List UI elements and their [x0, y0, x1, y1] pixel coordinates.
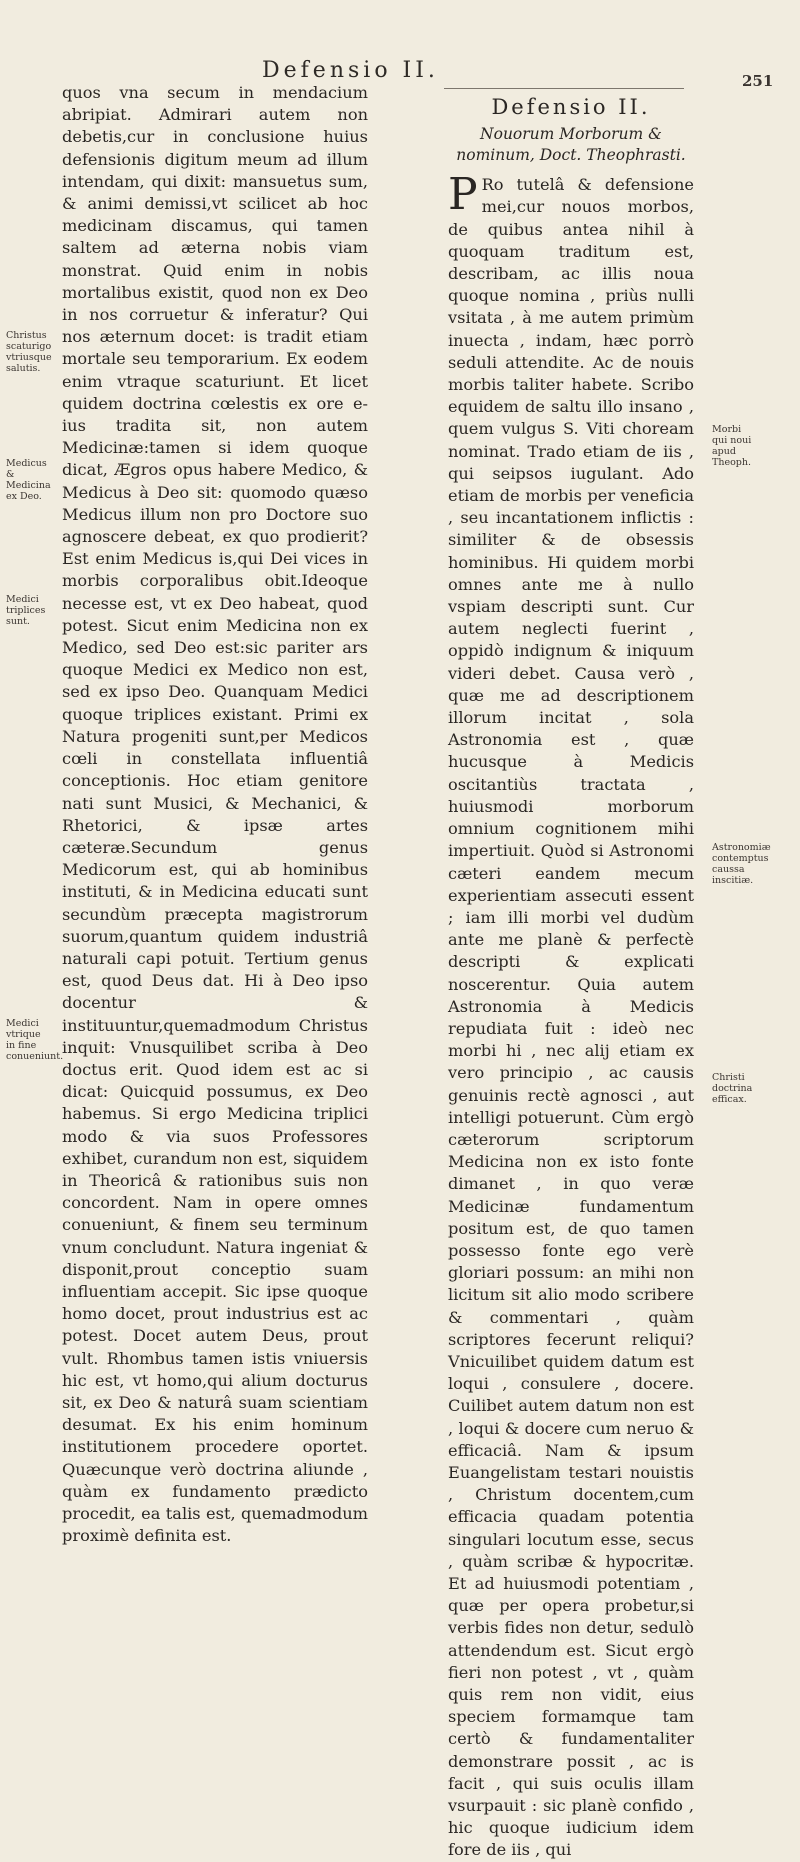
margin-note-morbi-noui: Morbi qui noui apud Theoph. — [712, 424, 752, 468]
margin-note-christus: Christus scaturigo vtriusque salutis. — [6, 330, 52, 374]
margin-note-christi-doctrina: Christi doctrina efficax. — [712, 1072, 753, 1105]
head-rule — [444, 88, 684, 89]
margin-note-medici-triplices: Medici triplices sunt. — [6, 594, 46, 627]
margin-note-astronomia: Astronomiæ contemptus caussa inscitiæ. — [712, 842, 771, 886]
right-column-text: PRo tutelâ & defensione mei,cur nouos morbos, de quibus antea nihil à quoquam traditum est, describam, ac illis noua quoque nomina , priùs nulli vsitata , à me autem primùm inuecta , indam, hæc porrò seduli attendite. Ac de nouis morbis taliter habete. Scribo equidem de saltu illo insano , quem vulgus S. Viti choream nominat. Trado etiam de iis , qui seipsos iugulant. Ado etiam de morbis per veneficia , seu incantationem inflictis : similiter & de obsessis hominibus. Hi quidem morbi omnes ante me à nullo vspiam descripti sunt. Cur autem neglecti fuerint , oppidò indignum & iniquum videri debet. Causa verò , quæ me ad descriptionem illorum incitat , sola Astronomia est , quæ hucusque à Medicis oscitantiùs tractata , huiusmodi morborum omnium cognitionem mihi impertiuit. Quòd si Astronomi cæteri eandem mecum experientiam assecuti essent ; iam illi morbi vel dudùm ante me planè & perfectè descripti & explicati noscerentur. Quia autem Astronomia à Medicis repudiata fuit : ideò nec morbi hi , nec alij etiam ex vero principio , ac causis genuinis rectè agnosci , aut intelligi potuerunt. Cùm ergò cæterorum scriptorum Medicina non ex isto fonte dimanet , in quo veræ Medicinæ fundamentum positum est, de quo tamen possesso fonte ego verè gloriari possum: an mihi non licitum sit alio modo scribere & commentari , quàm scriptores fecerunt reliqui? Vnicuilibet quidem datum est loqui , consulere , docere. Cuilibet autem datum non est , loqui & docere cum neruo & efficaciâ. Nam & ipsum Euangelistam testari nouistis , Christum docentem,cum efficacia quadam potentia singulari locutum esse, secus , quàm scribæ & hypocritæ. Et ad huiusmodi potentiam , quæ per opera probetur,si verbis fides non detur, sedulò attendendum est. Sicut ergò fieri non potest , vt , quàm quis rem non vidit, eius speciem formamque tam certò & fundamentaliter demonstrare possit , ac is facit , qui suis oculis illam vsurpauit : sic planè confido , hic quoque iudicium idem fore de iis , qui — [448, 169, 694, 1860]
margin-note-medici-conueniunt: Medici vtrique in fine conueniunt. — [6, 1018, 64, 1062]
left-column-text: quos vna secum in mendacium abripiat. Admirari autem non debetis,cur in conclusione huius defensionis digitum meum ad illum intendam, qui dixit: mansuetus sum, & animi demissi,vt scilicet ab hoc medicinam discamus, qui tamen saltem ad æterna nobis viam monstrat. Quid enim in nobis mortalibus existit, quod non ex Deo in nos corruetur & inferatur? Qui nos æternum docet: is tradit etiam mortale seu temporarium. Ex eodem enim vtraque scaturiunt. Et licet quidem doctrina cœlestis ex ore e-ius tradita sit, non autem Medicinæ:tamen si idem quoque dicat, Ægros opus habere Medico, & Medicus à Deo sit: quomodo quæso Medicus illum non pro Doctore suo agnoscere debeat, ex quo prodierit? Est enim Medicus is,qui Dei vices in morbis corporalibus obit.Ideoque necesse est, vt ex Deo habeat, quod potest. Sicut enim Medicina non ex Medico, sed Deo est:sic pariter ars quoque Medici ex Medico non est, sed ex ipso Deo. Quanquam Medici quoque triplices existant. Primi ex Natura progeniti sunt,per Medicos cœli in constellata influentiâ conceptionis. Hoc etiam genitore nati sunt Musici, & Mechanici, & Rhetorici, & ipsæ artes cæteræ.Secundum genus Medicorum est, qui ab hominibus instituti, & in Medicina educati sunt secundùm præcepta magistrorum suorum,quantum quidem industriâ naturali capi potuit. Tertium genus est, quod Deus dat. Hi à Deo ipso docentur & instituuntur,quemadmodum Christus inquit: Vnusquilibet scriba à Deo doctus erit. Quod idem est ac si dicat: Quicquid possumus, ex Deo habemus. Si ergo Medicina triplici modo & via suos Professores exhibet, curandum non est, siquidem in Theoricâ & rationibus suis non concordent. Nam in opere omnes conueniunt, & finem seu terminum vnum concludunt. Natura ingeniat & disponit,prout conceptio suam influentiam accepit. Sic ipse quoque homo docet, prout industrius est ac potest. Docet autem Deus, prout vult. Rhombus tamen istis vniuersis hic est, vt homo,qui alium docturus sit, ex Deo & naturâ suam scientiam desumat. Ex his enim hominum institutionem procedere oportet. Quæcunque verò doctrina aliunde , quàm ex fundamento prædicto procedit, ea talis est, quemadmodum proximè definita est. — [62, 83, 368, 1546]
left-column — [62, 82, 368, 1547]
right-column — [448, 96, 694, 1862]
page-number: 251 — [742, 72, 774, 90]
section-title: Defensio II. — [491, 95, 651, 119]
running-head: Defensio II. — [262, 58, 439, 83]
section-subtitle: Nouorum Morborum & nominum, Doct. Theophrasti. — [456, 125, 686, 165]
margin-note-medicus: Medicus & Medicina ex Deo. — [6, 458, 51, 502]
